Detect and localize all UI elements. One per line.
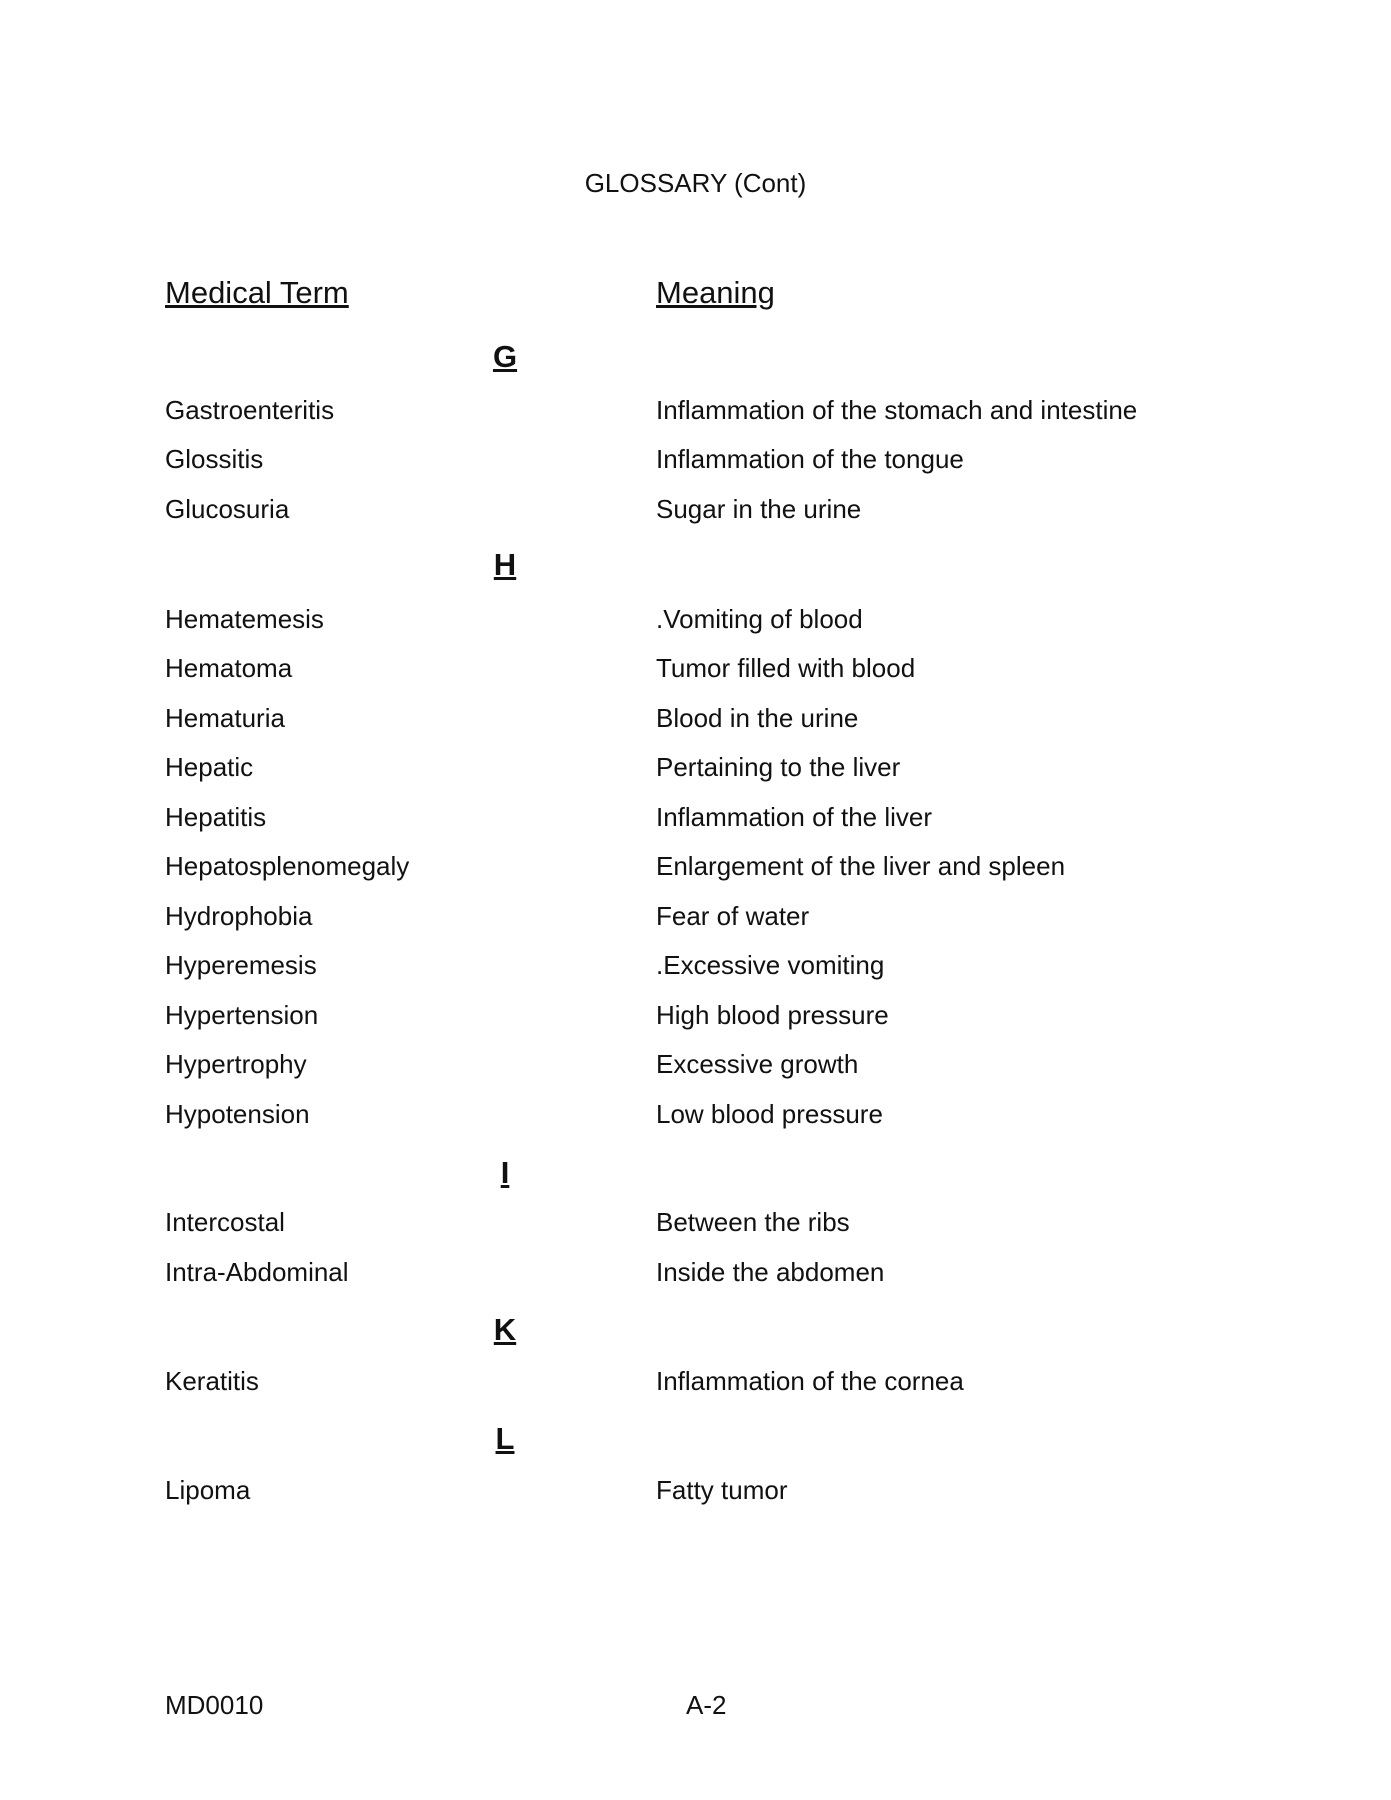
footer-page-number: A-2 [686,1690,727,1720]
footer-document-code: MD0010 [165,1690,264,1720]
glossary-meaning: Fatty tumor [656,1475,788,1505]
column-header-meaning: Meaning [656,275,775,310]
glossary-term: Hyperemesis [165,950,317,980]
glossary-meaning: Inflammation of the cornea [656,1366,964,1396]
glossary-meaning: Between the ribs [656,1207,850,1237]
glossary-term: Lipoma [165,1475,251,1505]
glossary-term: Hypertension [165,1000,319,1030]
section-letter-h: H [493,547,517,582]
glossary-meaning: Enlargement of the liver and spleen [656,851,1066,881]
glossary-term: Glucosuria [165,494,290,524]
glossary-term: Hydrophobia [165,901,313,931]
section-letter-i: I [500,1155,510,1190]
glossary-term: Glossitis [165,444,264,474]
glossary-term: Hematoma [165,653,293,683]
glossary-meaning: .Excessive vomiting [656,950,885,980]
glossary-meaning: Inflammation of the liver [656,802,933,832]
glossary-term: Hepatic [165,752,254,782]
glossary-meaning: High blood pressure [656,1000,889,1030]
glossary-meaning: Tumor filled with blood [656,653,916,683]
section-letter-k: K [493,1312,517,1347]
glossary-meaning: Sugar in the urine [656,494,862,524]
glossary-term: Keratitis [165,1366,259,1396]
glossary-term: Hematemesis [165,604,324,634]
glossary-meaning: .Vomiting of blood [656,604,863,634]
page-title: GLOSSARY (Cont) [584,168,807,198]
glossary-meaning: Fear of water [656,901,810,931]
glossary-term: Hypertrophy [165,1049,307,1079]
glossary-meaning: Inside the abdomen [656,1257,885,1287]
glossary-term: Gastroenteritis [165,395,335,425]
glossary-term: Intra-Abdominal [165,1257,349,1287]
glossary-term: Hypotension [165,1099,310,1129]
glossary-meaning: Inflammation of the tongue [656,444,964,474]
glossary-meaning: Pertaining to the liver [656,752,901,782]
glossary-meaning: Low blood pressure [656,1099,883,1129]
glossary-term: Hematuria [165,703,285,733]
glossary-meaning: Excessive growth [656,1049,859,1079]
glossary-term: Intercostal [165,1207,285,1237]
glossary-term: Hepatitis [165,802,267,832]
glossary-meaning: Inflammation of the stomach and intestine [656,395,1138,425]
glossary-meaning: Blood in the urine [656,703,859,733]
glossary-term: Hepatosplenomegaly [165,851,410,881]
section-letter-g: G [492,339,518,374]
section-letter-l: L [495,1421,515,1456]
column-header-term: Medical Term [165,275,349,310]
